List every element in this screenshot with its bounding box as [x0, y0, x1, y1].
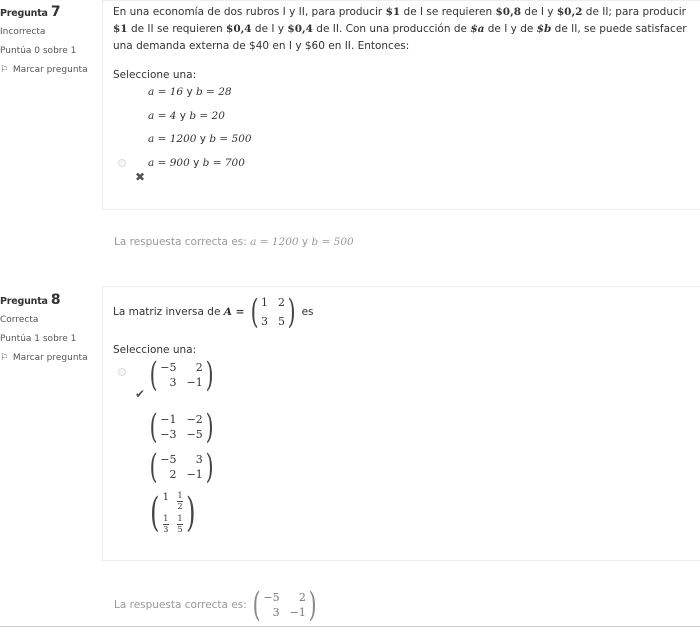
- question-7-info: [0, 4, 98, 75]
- flag-question-link[interactable]: [0, 353, 98, 363]
- question-grade: Puntúa 1 sobre 1: [0, 334, 77, 344]
- radio-button[interactable]: [118, 368, 126, 376]
- flag-icon: ⚐: [0, 353, 9, 363]
- answer-option[interactable]: ( −1 −2 −3 −5 ): [149, 407, 214, 447]
- incorrect-icon: ✖: [135, 169, 146, 184]
- flag-question-link[interactable]: [0, 65, 98, 75]
- question-text: La matriz inversa de A = ( 1 2 3 5 ) es: [113, 292, 314, 332]
- answer-option-selected[interactable]: a = 900 y b = 700 ✖: [113, 152, 690, 176]
- select-prompt: Seleccione una:: [113, 69, 197, 81]
- question-grade: Puntúa 0 sobre 1: [0, 46, 77, 56]
- question-text: En una economía de dos rubros I y II, para producir $1 de I se requieren $0,8 de I y $0,2 de II; para producir $1 de II se requieren $0,4 de I y $0,4 de II. Con una producción de $a de I y de $b de II, se puede satisfacer una demanda externa de $40 en I y $60 en II. Entonces:: [113, 6, 687, 52]
- answer-option[interactable]: a = 4 y b = 20: [148, 109, 225, 122]
- question-label: Pregunta: [0, 8, 48, 19]
- correct-icon: ✔: [135, 387, 146, 401]
- question-label: Pregunta: [0, 296, 48, 307]
- answer-option[interactable]: a = 16 y b = 28: [148, 86, 232, 98]
- answer-option-selected[interactable]: ( −5 2 3 −1 ) ✔: [113, 358, 690, 402]
- question-state: Incorrecta: [0, 27, 46, 37]
- select-prompt: Seleccione una:: [113, 344, 197, 356]
- question-number: [0, 4, 98, 20]
- flag-label: Marcar pregunta: [12, 353, 88, 363]
- question-number: [0, 292, 98, 308]
- radio-button[interactable]: [118, 159, 126, 167]
- question-8-card: [102, 286, 700, 561]
- correct-answer-feedback: La respuesta correcta es: ( −5 2 3 −1 ): [114, 585, 317, 625]
- flag-label: Marcar pregunta: [12, 65, 88, 75]
- question-7-card: [102, 0, 700, 210]
- answer-option[interactable]: ( 1 $\frac{1}{2}$ $\frac{1}{3}$ $\frac{1}{5}$ ): [150, 490, 196, 536]
- divider: [0, 626, 700, 627]
- correct-answer-feedback: La respuesta correcta es: a = 1200 y b = 500: [114, 236, 354, 248]
- answer-options: [113, 81, 690, 184]
- question-8-info: [0, 292, 98, 363]
- question-number-value: 8: [50, 292, 61, 308]
- matrix-A: ( 1 2 3 5 ): [250, 292, 296, 332]
- question-number-value: 7: [50, 4, 61, 20]
- question-state: Correcta: [0, 315, 39, 325]
- answer-option[interactable]: a = 1200 y b = 500: [148, 133, 252, 145]
- flag-icon: ⚐: [0, 65, 9, 75]
- answer-option[interactable]: ( −5 3 2 −1 ): [149, 447, 214, 487]
